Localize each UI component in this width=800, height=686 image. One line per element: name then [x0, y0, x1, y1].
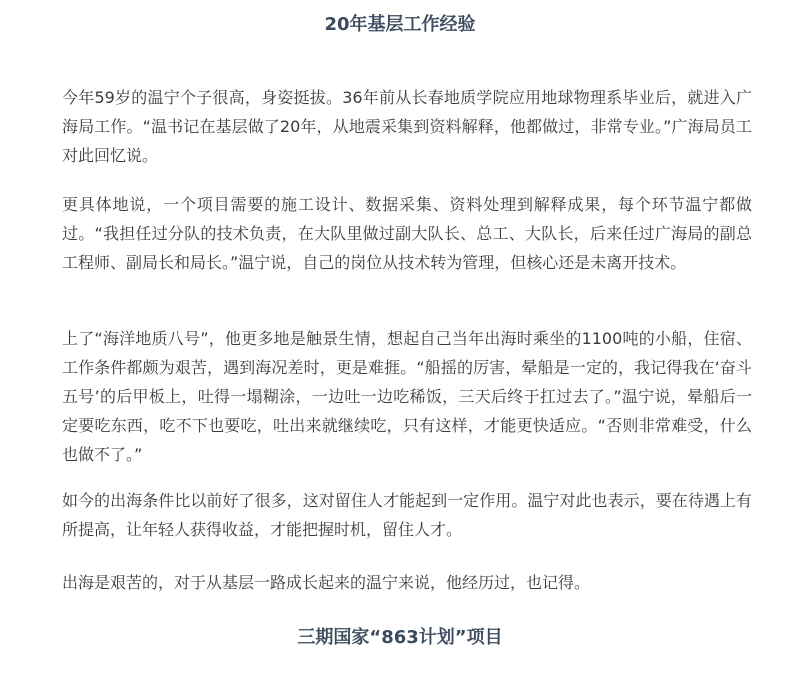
paragraph: 今年59岁的温宁个子很高，身姿挺拔。36年前从长春地质学院应用地球物理系毕业后，就进入广海局工作。“温书记在基层做了20年，从地震采集到资料解释，他都做过，非常专业。”广海局员工对此回忆说。 [62, 88, 752, 165]
section-heading-experience: 20年基层工作经验 [324, 14, 476, 35]
paragraph: 上了“海洋地质八号”，他更多地是触景生情，想起自己当年出海时乘坐的1100吨的小船，住宿、工作条件都颇为艰苦，遇到海况差时，更是难捱。“船摇的厉害，晕船是一定的，我记得我在‘奋斗五号’的后甲板上，吐得一塌糊涂，一边吐一边吃稀饭，三天后终于扛过去了。”温宁说，晕船后一定要吃东西，吃不下也要吃，吐出来就继续吃，只有这样，才能更快适应。“否则非常难受，什么也做不了。” [62, 329, 752, 464]
paragraph: 如今的出海条件比以前好了很多，这对留住人才能起到一定作用。温宁对此也表示，要在待遇上有所提高，让年轻人获得收益，才能把握时机，留住人才。 [62, 491, 752, 539]
paragraph: 更具体地说，一个项目需要的施工设计、数据采集、资料处理到解释成果，每个环节温宁都做过。“我担任过分队的技术负责，在大队里做过副大队长、总工、大队长，后来任过广海局的副总工程师、副局长和局长。”温宁说，自己的岗位从技术转为管理，但核心还是未离开技术。 [62, 195, 752, 272]
section-heading-863-project: 三期国家“863计划”项目 [297, 627, 503, 648]
paragraph: 出海是艰苦的，对于从基层一路成长起来的温宁来说，他经历过，也记得。 [62, 573, 591, 592]
